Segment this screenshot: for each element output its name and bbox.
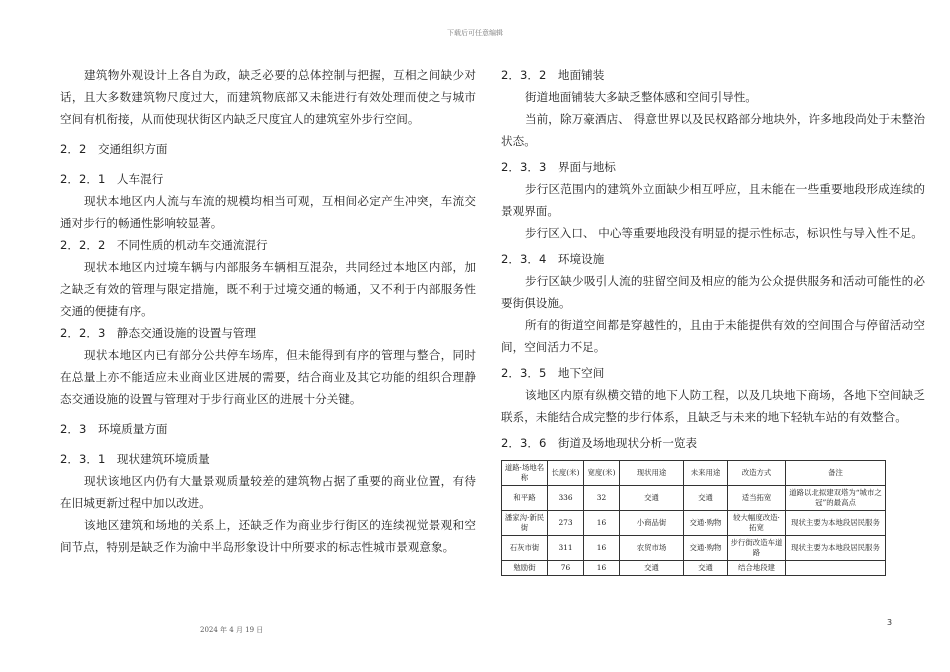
table-cell: 交通·购物 (684, 536, 728, 561)
paragraph-2-2-3: 现状本地区内已有部分公共停车场库，但未能得到有序的管理与整合，同时在总量上亦不能适应未业商业区进展的需要，结合商业及其它功能的组织合理静态交通设施的设置与管理对于步行商业区的进展十分关键。 (60, 348, 476, 406)
table-cell: 336 (548, 486, 584, 511)
table-cell: 76 (548, 561, 584, 576)
table-cell: 适当拓宽 (728, 486, 786, 511)
paragraph-2-3-5: 该地区内原有纵横交错的地下人防工程，以及几块地下商场，各地下空间缺乏联系，未能结合成完整的步行体系，且缺乏与未来的地下轻轨车站的有效整合。 (501, 388, 925, 424)
header-note: 下载后可任意编辑 (447, 29, 503, 37)
table-cell: 结合地段建 (728, 561, 786, 576)
table-cell: 273 (548, 511, 584, 536)
table-cell: 农贸市场 (620, 536, 684, 561)
table-cell: 交通 (620, 561, 684, 576)
paragraph-2-3-2a: 街道地面铺装大多缺乏整体感和空间引导性。 (525, 90, 757, 104)
section-heading-2-2-2: 2．2．2 不同性质的机动车交通流混行 (60, 238, 268, 252)
paragraph-2-3-4a: 步行区缺少吸引人流的驻留空间及相应的能为公众提供服务和活动可能性的必要街俱设施。 (501, 274, 925, 310)
table-header-cell: 现状用途 (620, 461, 684, 486)
paragraph-intro: 建筑物外观设计上各自为政，缺乏必要的总体控制与把握，互相之间缺少对话，且大多数建筑物尺度过大，而建筑物底部又未能进行有效处理而使之与城市空间有机衔接，从而使现状街区内缺乏尺度宜人的建筑室外步行空间。 (60, 68, 476, 126)
section-heading-2-3-3: 2．3．3 界面与地标 (501, 160, 616, 174)
table-cell: 16 (584, 536, 620, 561)
paragraph-2-3-1b: 该地区建筑和场地的关系上，还缺乏作为商业步行街区的连续视觉景观和空间节点，特别是缺乏作为渝中半岛形象设计中所要求的标志性城市景观意象。 (60, 518, 476, 554)
table-cell: 小商品街 (620, 511, 684, 536)
table-header-cell: 改造方式 (728, 461, 786, 486)
table-cell: 16 (584, 511, 620, 536)
table-cell: 16 (584, 561, 620, 576)
table-header-cell: 道路·场地名称 (502, 461, 548, 486)
table-cell: 交通 (684, 561, 728, 576)
table-cell: 石灰市街 (502, 536, 548, 561)
table-header-row (502, 461, 886, 486)
section-heading-2-3: 2．3 环境质量方面 (60, 422, 168, 436)
table-cell: 311 (548, 536, 584, 561)
paragraph-2-3-3b: 步行区入口、 中心等重要地段没有明显的提示性标志，标识性与导入性不足。 (525, 226, 923, 240)
table-cell: 和平路 (502, 486, 548, 511)
table-cell: 较大幅度改造·拓宽 (728, 511, 786, 536)
footer-date: 2024 年 4 月 19 日 (200, 626, 264, 634)
table-cell: 32 (584, 486, 620, 511)
paragraph-2-2-1: 现状本地区内人流与车流的规模均相当可观，互相间必定产生冲突，车流交通对步行的畅通性影响较显著。 (60, 194, 476, 230)
table-row (502, 486, 886, 511)
table-header-cell: 备注 (786, 461, 886, 486)
table-header-cell: 未来用途 (684, 461, 728, 486)
section-heading-2-3-1: 2．3．1 现状建筑环境质量 (60, 452, 210, 466)
table-cell (786, 561, 886, 576)
paragraph-2-3-1a: 现状该地区内仍有大量景观质量较差的建筑物占据了重要的商业位置，有待在旧城更新过程中加以改进。 (60, 474, 476, 510)
table-cell: 交通·购物 (684, 511, 728, 536)
table-cell: 交通 (684, 486, 728, 511)
paragraph-2-3-4b: 所有的街道空间都是穿越性的，且由于未能提供有效的空间围合与停留活动空间，空间活力不足。 (501, 318, 925, 354)
page-number: 3 (887, 618, 893, 627)
table-header-cell: 宽度(米) (584, 461, 620, 486)
paragraph-2-3-2b: 当前，除万豪酒店、 得意世界以及民权路部分地块外，许多地段尚处于未整治状态。 (501, 112, 925, 148)
section-heading-2-2-3: 2．2．3 静态交通设施的设置与管理 (60, 326, 257, 340)
table-row (502, 561, 886, 576)
table-cell: 道路以北拟建双塔为“城市之冠”的最高点 (786, 486, 886, 511)
table-cell: 现状主要为本地段居民服务 (786, 511, 886, 536)
table-row (502, 511, 886, 536)
table-cell: 勉励街 (502, 561, 548, 576)
table-row (502, 536, 886, 561)
table-cell: 现状主要为本地段居民服务 (786, 536, 886, 561)
table-cell: 交通 (620, 486, 684, 511)
table-header-cell: 长度(米) (548, 461, 584, 486)
left-column (60, 64, 476, 558)
paragraph-2-3-3a: 步行区范围内的建筑外立面缺少相互呼应，且未能在一些重要地段形成连续的景观界面。 (501, 182, 925, 218)
section-heading-2-3-6: 2．3．6 街道及场地现状分析一览表 (501, 436, 698, 450)
section-heading-2-3-5: 2．3．5 地下空间 (501, 366, 605, 380)
section-heading-2-3-2: 2．3．2 地面铺装 (501, 68, 605, 82)
street-analysis-table (501, 460, 886, 576)
section-heading-2-3-4: 2．3．4 环境设施 (501, 252, 605, 266)
section-heading-2-2: 2．2 交通组织方面 (60, 142, 168, 156)
section-heading-2-2-1: 2．2．1 人车混行 (60, 172, 164, 186)
paragraph-2-2-2: 现状本地区内过境车辆与内部服务车辆相互混杂，共同经过本地区内部，加之缺乏有效的管理与限定措施，既不利于过境交通的畅通，又不利于内部服务性交通的便捷有序。 (60, 260, 476, 318)
table-cell: 步行街改造车道路 (728, 536, 786, 561)
right-column (501, 64, 925, 576)
table-cell: 潘家沟·新民街 (502, 511, 548, 536)
